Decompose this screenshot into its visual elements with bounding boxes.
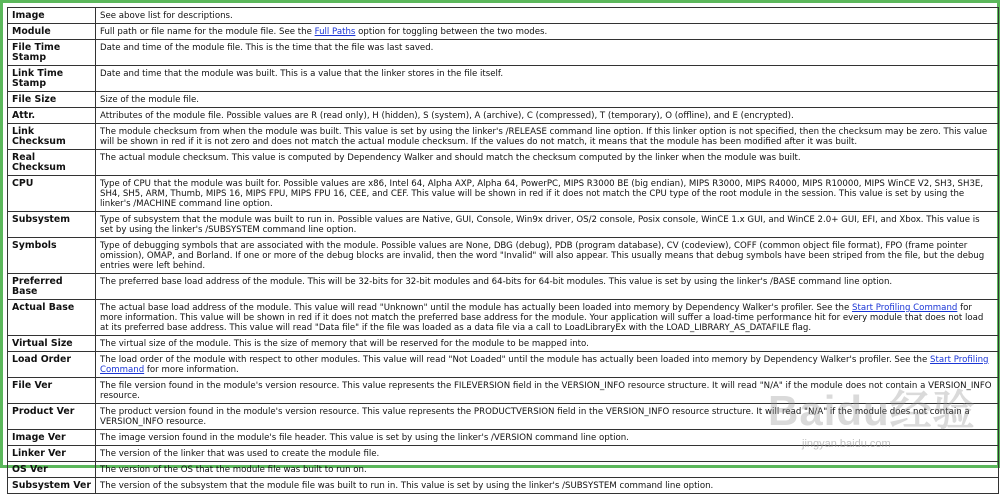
row-description-cell — [96, 24, 999, 40]
description-text: for more information. This value will be shown in red if it does not match the preferred base address for the module. Your application will suffer a load-time performance hit for every module that does not load at its preferred base address. This value will read "Data file" if the file was loaded as a data file via a call to LoadLibraryEx with the LOAD_LIBRARY_AS_DATAFILE flag. — [100, 303, 984, 333]
description-text: for more information. — [144, 365, 239, 375]
table-row — [8, 176, 999, 212]
row-name-cell: Real Checksum — [8, 150, 96, 176]
table-row — [8, 24, 999, 40]
table-row — [8, 8, 999, 24]
table-row — [8, 92, 999, 108]
table-row — [8, 212, 999, 238]
row-description-cell: Date and time of the module file. This is the time that the file was last saved. — [96, 40, 999, 66]
table-row — [8, 404, 999, 430]
row-name-cell: Symbols — [8, 238, 96, 274]
row-description-cell: The version of the subsystem that the module file was built to run in. This value is set by using the linker's /SUBSYSTEM command line option. — [96, 478, 999, 494]
row-description-cell: See above list for descriptions. — [96, 8, 999, 24]
table-row — [8, 336, 999, 352]
watermark-url: jingyan.baidu.com — [802, 438, 891, 450]
description-text: The load order of the module with respect to other modules. This value will read "Not Loaded" until the module has actually been loaded into memory by Dependency Walker's profiler. See the — [100, 355, 931, 365]
row-description-cell: The preferred base load address of the module. This will be 32-bits for 32-bit modules and 64-bits for 64-bit modules. This value is set by using the linker's /BASE command line option. — [96, 274, 999, 300]
table-body — [8, 8, 999, 494]
row-description-cell — [96, 352, 999, 378]
table-row — [8, 124, 999, 150]
table-row — [8, 66, 999, 92]
row-name-cell: Actual Base — [8, 300, 96, 336]
row-name-cell: File Time Stamp — [8, 40, 96, 66]
row-description-cell: Attributes of the module file. Possible values are R (read only), H (hidden), S (system), A (archive), C (compressed), T (temporary), O (offline), and E (encrypted). — [96, 108, 999, 124]
row-description-cell: Date and time that the module was built. This is a value that the linker stores in the file itself. — [96, 66, 999, 92]
table-row — [8, 238, 999, 274]
description-link[interactable]: Start Profiling Command — [852, 303, 958, 313]
table-row — [8, 300, 999, 336]
row-name-cell: CPU — [8, 176, 96, 212]
row-name-cell: Load Order — [8, 352, 96, 378]
watermark-logo: Baidu经验 — [768, 387, 976, 434]
row-description-cell: The module checksum from when the module was built. This value is set by using the linker's /RELEASE command line option. If this linker option is not specified, then the checksum may be zero. This value will be shown in red if it is not zero and does not match the actual module checksum. If the values do not match, it means that the module has been modified after it was built. — [96, 124, 999, 150]
table-row — [8, 478, 999, 494]
table-row — [8, 150, 999, 176]
row-name-cell: Product Ver — [8, 404, 96, 430]
row-name-cell: File Size — [8, 92, 96, 108]
row-description-cell: The product version found in the module's version resource. This value represents the PRODUCTVERSION field in the VERSION_INFO resource structure. It will read "N/A" if the module does not contain a VERSION_INFO resource. — [96, 404, 999, 430]
description-link[interactable]: Full Paths — [314, 27, 356, 37]
description-link[interactable]: Start Profiling Command — [100, 355, 989, 375]
table-row — [8, 430, 999, 446]
row-description-cell: The image version found in the module's file header. This value is set by using the linker's /VERSION command line option. — [96, 430, 999, 446]
table-row — [8, 40, 999, 66]
row-description-cell: The file version found in the module's version resource. This value represents the FILEVERSION field in the VERSION_INFO resource structure. It will read "N/A" if the module does not contain a VERSION_INFO resource. — [96, 378, 999, 404]
description-text: option for toggling between the two modes. — [355, 27, 548, 37]
row-description-cell: The version of the OS that the module file was built to run on. — [96, 462, 999, 478]
row-name-cell: Attr. — [8, 108, 96, 124]
row-name-cell: File Ver — [8, 378, 96, 404]
row-description-cell: Type of debugging symbols that are associated with the module. Possible values are None, DBG (debug), PDB (program database), CV (codeview), COFF (common object file format), FPO (frame pointer omission), OMAP, and Borland. If one or more of the debug blocks are invalid, then the word "Invalid" will also appear. This usually means that debug symbols have been striped from the file, but the debug entries were left behind. — [96, 238, 999, 274]
description-text: Full path or file name for the module file. See the — [100, 27, 315, 37]
row-name-cell: Linker Ver — [8, 446, 96, 462]
row-name-cell: Virtual Size — [8, 336, 96, 352]
table-row — [8, 378, 999, 404]
row-name-cell: OS Ver — [8, 462, 96, 478]
row-name-cell: Image Ver — [8, 430, 96, 446]
description-text: The actual base load address of the module. This value will read "Unknown" until the module has actually been loaded into memory by Dependency Walker's profiler. See the — [100, 303, 852, 313]
row-name-cell: Module — [8, 24, 96, 40]
row-description-cell — [96, 300, 999, 336]
table-row — [8, 462, 999, 478]
row-description-cell: Type of CPU that the module was built for. Possible values are x86, Intel 64, Alpha AXP, Alpha 64, PowerPC, MIPS R3000 BE (big endian), MIPS R3000, MIPS R4000, MIPS R10000, MIPS WinCE V2, SH3, SH3E, SH4, SH5, ARM, Thumb, MIPS 16, MIPS FPU, MIPS FPU 16, CEE, and CEF. This value will be shown in red if it does not match the CPU type of the root module in the session. This value is set by using the linker's /MACHINE command line option. — [96, 176, 999, 212]
table-row — [8, 274, 999, 300]
row-name-cell: Subsystem Ver — [8, 478, 96, 494]
row-description-cell: The actual module checksum. This value is computed by Dependency Walker and should match the checksum computed by the linker when the module was built. — [96, 150, 999, 176]
table-row — [8, 108, 999, 124]
column-description-table — [7, 7, 999, 494]
row-name-cell: Subsystem — [8, 212, 96, 238]
table-row — [8, 352, 999, 378]
row-description-cell: Type of subsystem that the module was built to run in. Possible values are Native, GUI, Console, Win9x driver, OS/2 console, Posix console, WinCE 1.x GUI, and WinCE 2.0+ GUI, EFI, and Xbox. This value is set by using the linker's /SUBSYSTEM command line option. — [96, 212, 999, 238]
row-name-cell: Preferred Base — [8, 274, 96, 300]
table-row — [8, 446, 999, 462]
row-name-cell: Link Checksum — [8, 124, 96, 150]
row-description-cell: Size of the module file. — [96, 92, 999, 108]
row-name-cell: Image — [8, 8, 96, 24]
row-description-cell: The virtual size of the module. This is the size of memory that will be reserved for the module to be mapped into. — [96, 336, 999, 352]
row-description-cell: The version of the linker that was used to create the module file. — [96, 446, 999, 462]
row-name-cell: Link Time Stamp — [8, 66, 96, 92]
